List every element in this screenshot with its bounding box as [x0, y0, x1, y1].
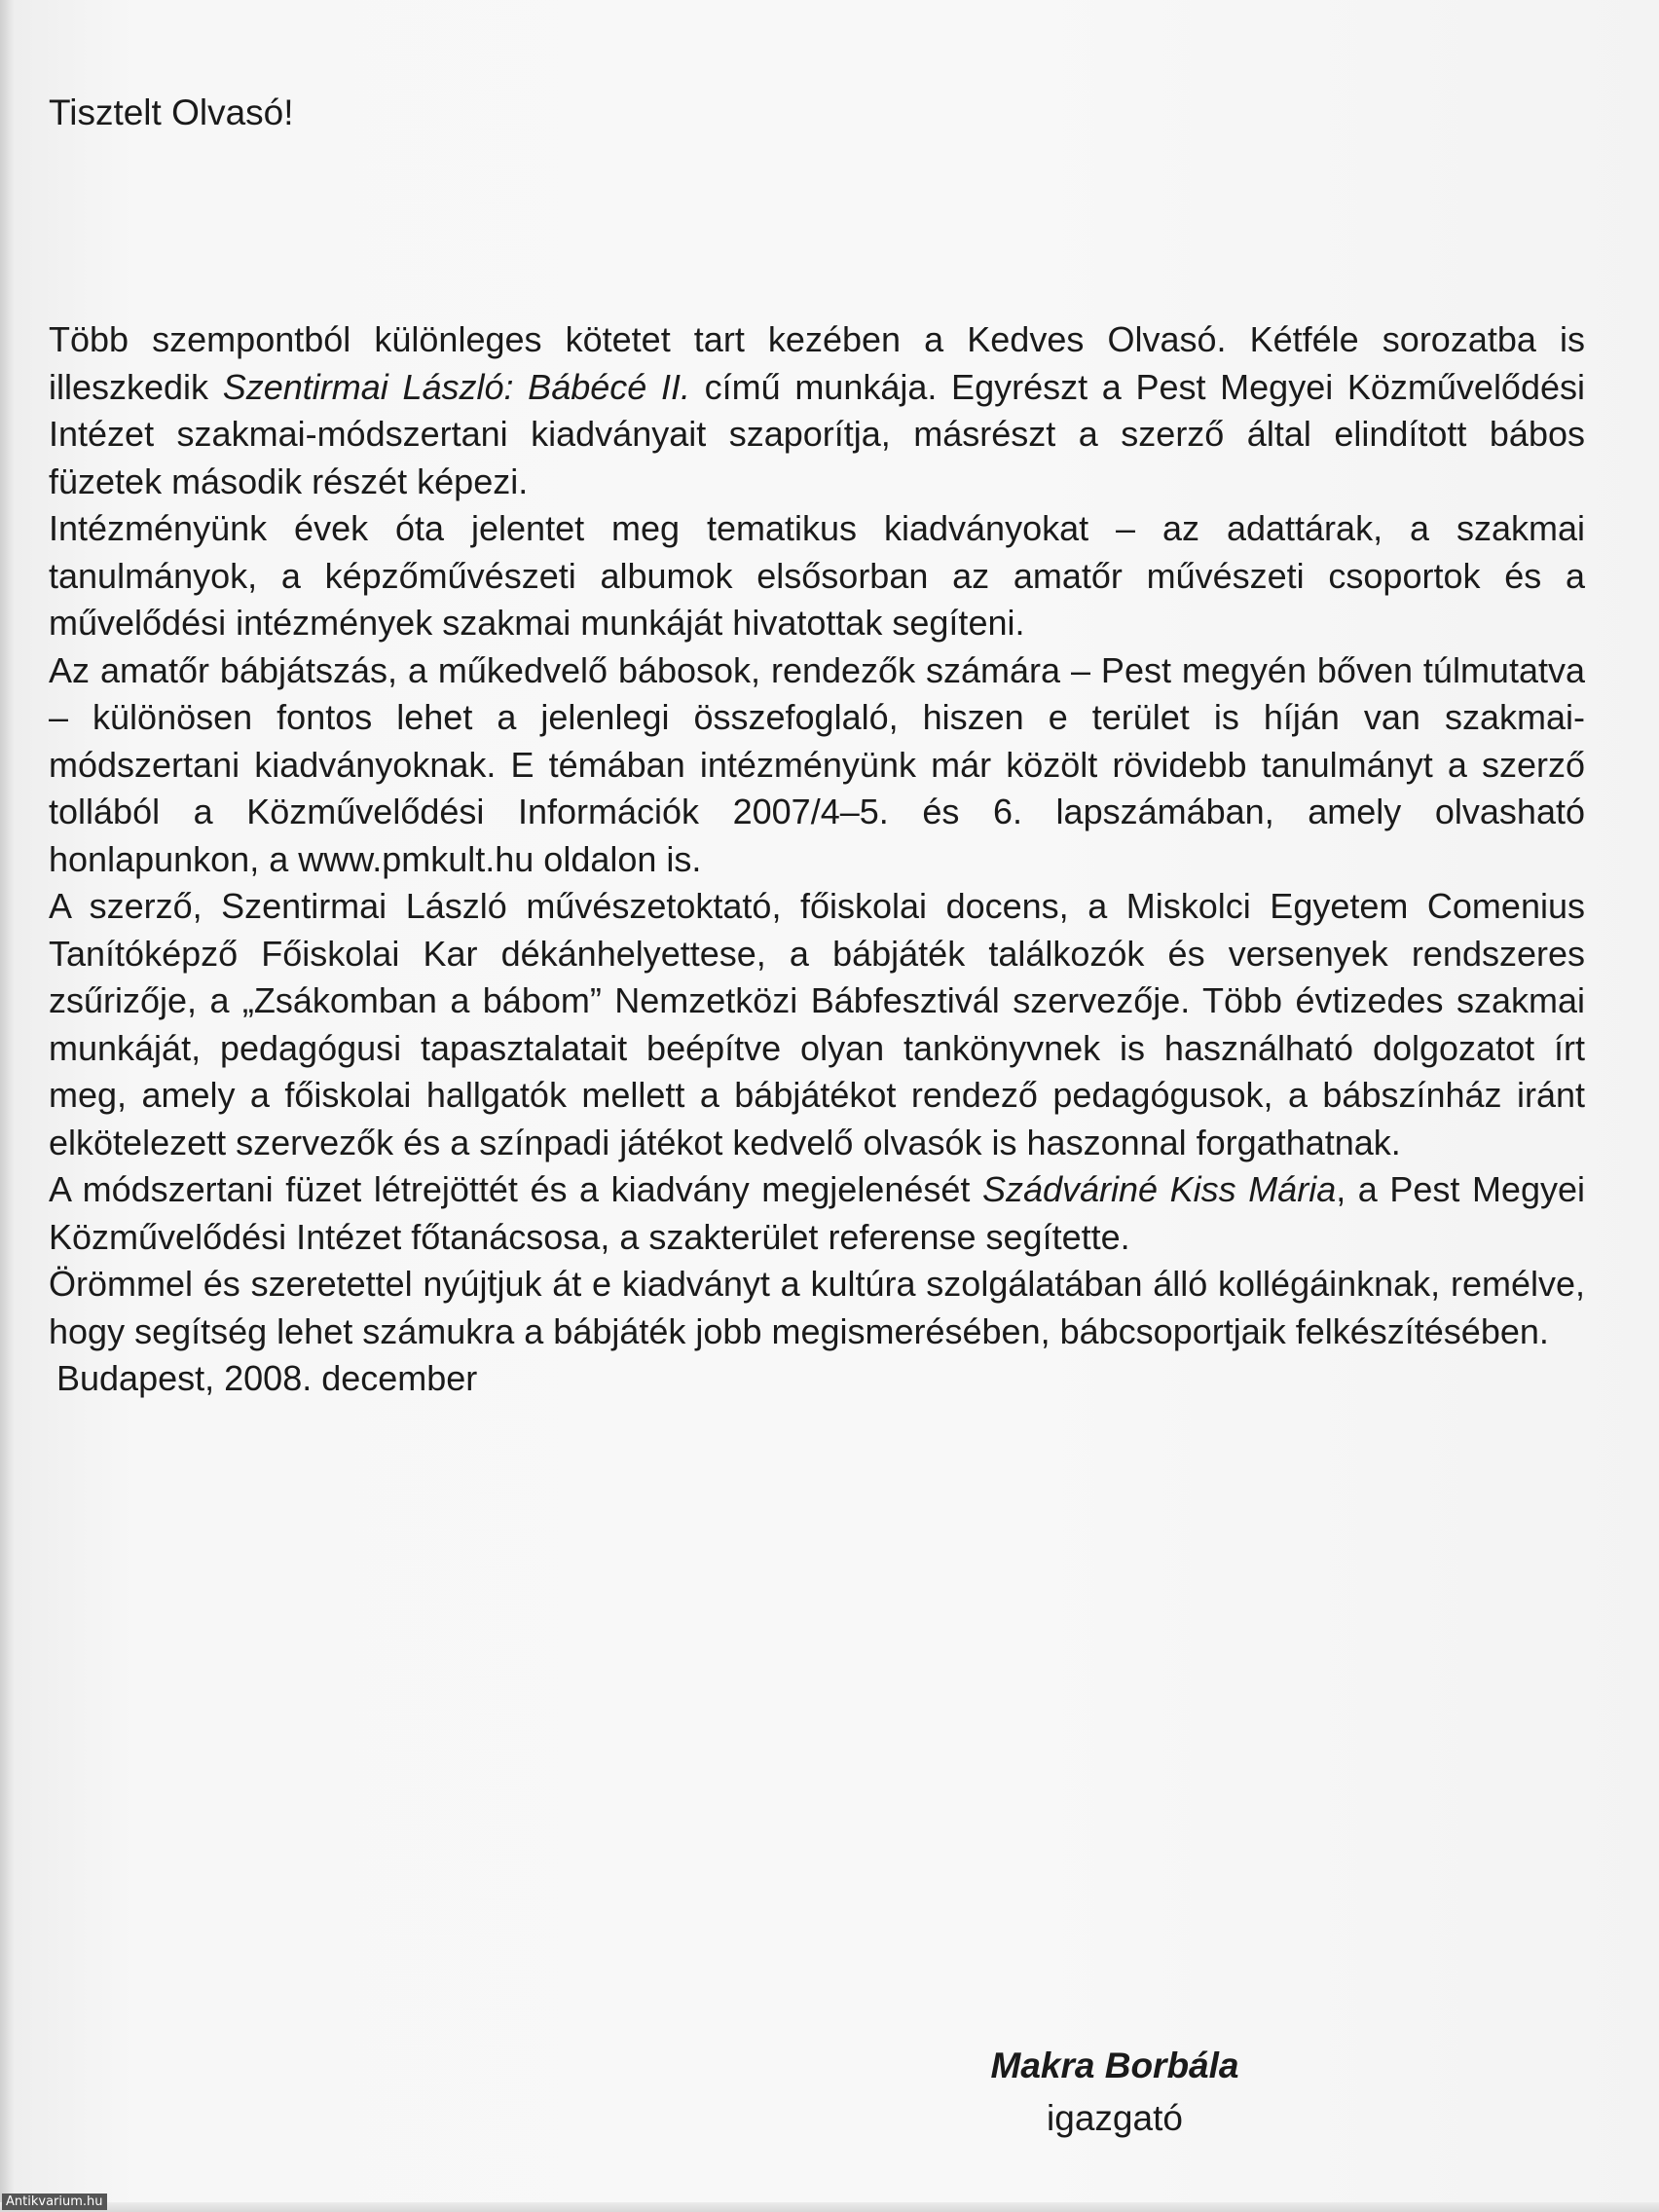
paragraph-intro-end: című munkája. Egyrészt a Pest Megyei Közművelődési Intézet szakmai-módszertani kiadványait szaporítja, másrészt a szerző által elindított bábos füzetek második részét képezi. — [49, 366, 1585, 501]
paragraph-acknowledgement-end: , a Pest Megyei Közművelődési Intézet főtanácsosa, a szakterület referense segítette. — [49, 1169, 1585, 1257]
letter-body — [49, 316, 1585, 1403]
greeting-heading: Tisztelt Olvasó! — [49, 92, 294, 132]
paragraph-institution: Intézményünk évek óta jelentet meg tematikus kiadványokat – az adattárak, a szakmai tanulmányok, a képzőművészeti albumok elsősorban az amatőr művészeti csoportok és a művelődési intézmények szakmai munkáját hivatottak segíteni. — [49, 508, 1585, 643]
signatory-role: igazgató — [1047, 2098, 1183, 2138]
paragraph-puppetry: Az amatőr bábjátszás, a műkedvelő bábosok, rendezők számára – Pest megyén bőven túlmutatva – különösen fontos lehet a jelenlegi összefoglaló, hiszen e terület is híján van szakmai-módszertani kiadványoknak. E témában intézményünk már közölt rövidebb tanulmányt a szerző tollából a Közművelődési Információk 2007/4–5. és 6. lapszámában, amely olvasható honlapunkon, a www.pmkult.hu oldalon is. — [49, 649, 1585, 879]
book-title-reference: Szentirmai László: Bábécé II. — [222, 366, 690, 407]
watermark-label: Antikvarium.hu — [2, 2194, 107, 2210]
paragraph-acknowledgement — [49, 1166, 1585, 1261]
paragraph-acknowledgement-start: A módszertani füzet létrejöttét és a kiadvány megjelenését — [49, 1169, 982, 1209]
referee-name: Szádváriné Kiss Mária — [981, 1169, 1337, 1209]
paragraph-intro — [49, 316, 1585, 505]
date-line: Budapest, 2008. december — [56, 1358, 478, 1398]
signatory-name: Makra Borbála — [990, 2046, 1239, 2085]
paragraph-intro-start: Több szempontból különleges kötetet tart kezében a Kedves Olvasó. Kétféle sorozatba is illeszkedik — [49, 319, 1585, 407]
page-edge-shadow — [0, 0, 14, 2212]
signature-block — [969, 2043, 1261, 2142]
paragraph-author: A szerző, Szentirmai László művészetoktató, főiskolai docens, a Miskolci Egyetem Comenius Tanítóképző Főiskolai Kar dékánhelyettese, a bábjáték találkozók és versenyek rendszeres zsűrizője, a „Zsákomban a bábom” Nemzetközi Bábfesztivál szervezője. Több évtizedes szakmai munkáját, pedagógusi tapasztalatait beépítve olyan tankönyvnek is használható dolgozatot írt meg, amely a főiskolai hallgatók mellett a bábjátékot rendező pedagógusok, a bábszínház iránt elkötelezett szervezők és a színpadi játékot kedvelő olvasók is haszonnal forgathatnak. — [49, 886, 1585, 1162]
paragraph-closing: Örömmel és szeretettel nyújtjuk át e kiadványt a kultúra szolgálatában álló kollégáinknak, remélve, hogy segítség lehet számukra a bábjáték jobb megismerésében, bábcsoportjaik felkészítésében. — [49, 1264, 1585, 1351]
page-bottom-edge — [0, 2202, 1659, 2212]
